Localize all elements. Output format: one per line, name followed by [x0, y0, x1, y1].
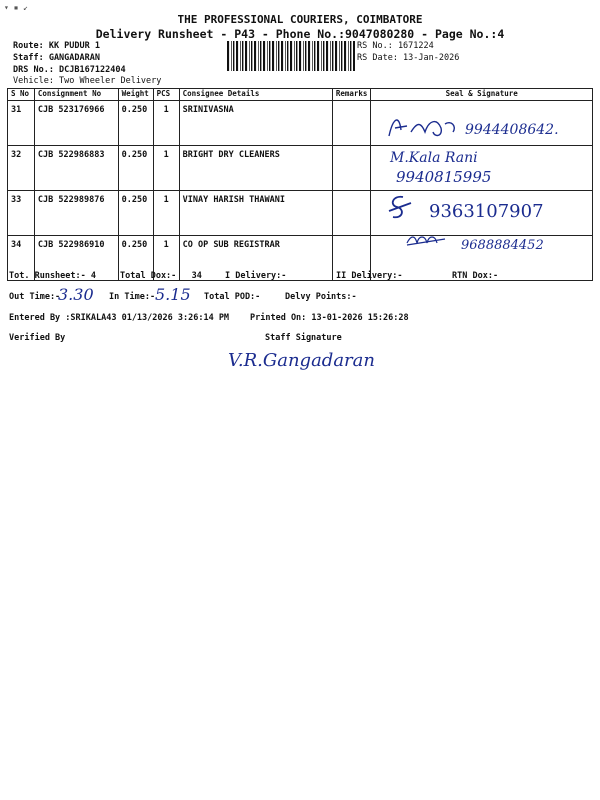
delvy-points: Delvy Points:- [285, 292, 357, 302]
cell-consignment: CJB 523176966 [34, 101, 118, 146]
signature-row33 [385, 193, 544, 225]
out-time: Out Time:- [9, 292, 61, 302]
cell-pcs: 1 [153, 101, 179, 146]
barcode-bar [321, 41, 322, 71]
barcode-bar [231, 41, 232, 71]
barcode-bar [236, 41, 238, 71]
in-time: In Time:- [109, 292, 156, 302]
barcode-bar [303, 41, 304, 71]
cell-consignment: CJB 522989876 [34, 191, 118, 236]
signature-phone: 9688884452 [461, 238, 544, 253]
barcode-bar [294, 41, 295, 71]
barcode-bar [233, 41, 234, 71]
cell-consignee: BRIGHT DRY CLEANERS [179, 146, 332, 191]
signature-phone: 9363107907 [429, 201, 544, 222]
barcode-bar [242, 41, 243, 71]
company-name: THE PROFESSIONAL COURIERS, COIMBATORE [177, 13, 423, 26]
cell-pcs: 1 [153, 146, 179, 191]
cell-pcs: 1 [153, 191, 179, 236]
barcode-bar [314, 41, 315, 71]
cell-consignment: CJB 522986910 [34, 236, 118, 281]
barcode-bar [308, 41, 310, 71]
barcode-bar [341, 41, 342, 71]
barcode-bar [335, 41, 337, 71]
barcode-bar [276, 41, 277, 71]
total-pod: Total POD:- [204, 292, 261, 302]
barcode-bar [326, 41, 328, 71]
barcode-bar [269, 41, 270, 71]
barcode-bar [353, 41, 355, 71]
barcode-bar [339, 41, 340, 71]
out-time-handwritten: 3.30 [58, 285, 94, 304]
signature-phone: 9944408642. [465, 122, 559, 138]
cell-remarks [332, 101, 371, 146]
barcode-bar [287, 41, 288, 71]
table-row [8, 146, 593, 191]
signature-row31 [385, 108, 585, 148]
cell-weight: 0.250 [118, 101, 153, 146]
corner-marks: ▾ ▪ ↙ [4, 3, 29, 12]
barcode-bar [296, 41, 297, 71]
staff-signature-label: Staff Signature [265, 333, 342, 343]
col-header-weight: Weight [118, 89, 153, 101]
rs-number: RS No.: 1671224 [357, 41, 434, 51]
signature-name: M.Kala Rani [390, 150, 478, 166]
in-time-handwritten: 5.15 [155, 285, 191, 304]
col-header-consignment: Consignment No [34, 89, 118, 101]
cell-sno: 34 [8, 236, 35, 281]
barcode-bar [290, 41, 292, 71]
barcode-bar [258, 41, 259, 71]
cell-pcs: 1 [153, 236, 179, 281]
barcode-bar [299, 41, 301, 71]
cell-weight: 0.250 [118, 146, 153, 191]
barcode-bar [323, 41, 324, 71]
cell-consignment: CJB 522986883 [34, 146, 118, 191]
cell-weight: 0.250 [118, 191, 153, 236]
scribble-icon [405, 233, 465, 247]
barcode-bar [245, 41, 247, 71]
col-header-signature: Seal & Signature [371, 89, 593, 101]
barcode-bar [263, 41, 265, 71]
ii-delivery: II Delivery:- [336, 271, 403, 281]
col-header-consignee: Consignee Details [179, 89, 332, 101]
table-header-row [8, 89, 593, 101]
signature-phone: 9940815995 [396, 168, 492, 186]
barcode-bar [305, 41, 306, 71]
barcode-bar [281, 41, 283, 71]
staff: Staff: GANGADARAN [13, 53, 100, 63]
barcode-bar [249, 41, 250, 71]
staff-signature: V.R.Gangadaran [228, 350, 375, 371]
total-dox: Total Dox:- 34 [120, 271, 202, 281]
col-header-sno: S No [8, 89, 35, 101]
barcode-bar [227, 41, 229, 71]
barcode-bar [240, 41, 241, 71]
barcode-bar [330, 41, 331, 71]
tot-runsheet: Tot. Runsheet:- 4 [9, 271, 96, 281]
rs-date: RS Date: 13-Jan-2026 [357, 53, 460, 63]
barcode-bar [350, 41, 351, 71]
verified-by: Verified By [9, 333, 66, 343]
barcode-bar [348, 41, 349, 71]
cell-weight: 0.250 [118, 236, 153, 281]
printed-on: Printed On: 13-01-2026 15:26:28 [250, 313, 409, 323]
rtn-dox: RTN Dox:- [452, 271, 499, 281]
barcode-bar [251, 41, 252, 71]
cell-sno: 33 [8, 191, 35, 236]
col-header-pcs: PCS [153, 89, 179, 101]
cell-remarks [332, 146, 371, 191]
barcode [227, 41, 355, 71]
vehicle: Vehicle: Two Wheeler Delivery [13, 76, 162, 86]
i-delivery: I Delivery:- [225, 271, 287, 281]
signature-row34 [405, 232, 544, 253]
barcode-bar [260, 41, 261, 71]
barcode-bar [317, 41, 319, 71]
cell-consignee: CO OP SUB REGISTRAR [179, 236, 332, 281]
barcode-bar [312, 41, 313, 71]
cell-remarks [332, 191, 371, 236]
col-header-remarks: Remarks [332, 89, 371, 101]
drs-number: DRS No.: DCJB167122404 [13, 65, 126, 75]
barcode-bar [254, 41, 256, 71]
cell-sno: 32 [8, 146, 35, 191]
entered-by: Entered By :SRIKALA43 01/13/2026 3:26:14 PM [9, 313, 230, 323]
barcode-bar [278, 41, 279, 71]
runsheet-title: Delivery Runsheet - P43 - Phone No.:9047080280 - Page No.:4 [95, 27, 505, 41]
barcode-bar [332, 41, 333, 71]
cell-sno: 31 [8, 101, 35, 146]
barcode-bar [285, 41, 286, 71]
cell-consignee: SRINIVASNA [179, 101, 332, 146]
barcode-bar [267, 41, 268, 71]
scribble-icon [385, 193, 415, 221]
barcode-bar [272, 41, 274, 71]
barcode-bar [344, 41, 346, 71]
cell-consignee: VINAY HARISH THAWANI [179, 191, 332, 236]
route: Route: KK PUDUR 1 [13, 41, 100, 51]
